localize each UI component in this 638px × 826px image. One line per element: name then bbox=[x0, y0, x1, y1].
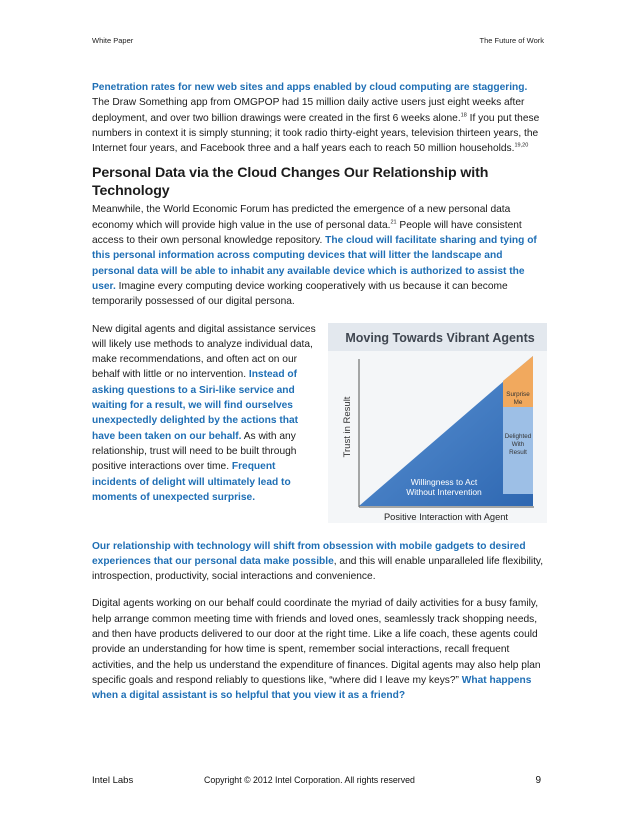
surprise-label-line1: Surprise bbox=[506, 390, 530, 398]
page-number: 9 bbox=[535, 775, 541, 786]
body-text: , and this will enable unparalleled life flexibility, introspection, productivity, social interactions and convenience. bbox=[92, 555, 544, 583]
willingness-label-line1: Willingness to Act bbox=[410, 476, 478, 487]
vibrant-agents-figure bbox=[328, 323, 547, 523]
paragraph-personal-data bbox=[92, 202, 547, 309]
footnote-ref: 18 bbox=[460, 112, 467, 119]
figure-title: Moving Towards Vibrant Agents bbox=[345, 330, 535, 345]
body-text: If you put these numbers in context it is simply stunning; it took radio thirty-eight years, television thirteen years, the Internet four years, and Facebook three and a half years each to reach 50 million households. bbox=[92, 112, 540, 155]
highlight-text: Frequent incidents of delight will ultimately lead to moments of unexpected surprise. bbox=[92, 461, 291, 503]
highlight-text: The cloud will facilitate sharing and tying of this personal information across computing devices that will litter the landscape and personal data will be able to inhabit any available device which is authorized to assist the user. bbox=[92, 235, 537, 292]
footer-copyright: Copyright © 2012 Intel Corporation. All rights reserved bbox=[204, 775, 415, 785]
body-text: Imagine every computing device working cooperatively with us because it can become temporarily possessed of our digital persona. bbox=[92, 280, 508, 308]
page-body bbox=[92, 80, 547, 704]
delighted-label-line2: With bbox=[511, 440, 525, 448]
paragraph-agents-behalf bbox=[92, 596, 547, 703]
highlight-text: Our relationship with technology will shift from obsession with mobile gadgets to desired experiences that our personal data make possible bbox=[92, 540, 526, 567]
footnote-ref: 19,20 bbox=[514, 142, 529, 149]
footnote-ref: 21 bbox=[390, 219, 397, 226]
body-text: New digital agents and digital assistance services will likely use methods to analyze individual data, make recommendations, and often act on our behalf with little or no intervention. bbox=[92, 323, 316, 381]
paragraph-penetration bbox=[92, 80, 547, 156]
body-text: Digital agents working on our behalf could coordinate the myriad of daily activities for a busy family, help arrange common meeting time with friends and loved ones, seamlessly track shopping needs, and then have products delivered to our door at the right time. Like a life coach, these agents could provide an understanding for how time is spent, remember social interactions, recall frequent activities, and the help us understand the expenditure of finances. Digital agents may also help plan specific goals and respond reliably to questions like, “where did I leave my keys?” bbox=[92, 598, 541, 686]
delighted-label-line3: Result bbox=[509, 448, 527, 456]
paragraph-relationship bbox=[92, 539, 547, 585]
willingness-label-line2: Without Intervention bbox=[406, 486, 482, 497]
delighted-label-line1: Delighted bbox=[504, 432, 532, 440]
body-text: Meanwhile, the World Economic Forum has predicted the emergence of a new personal data economy which will provide high value in the use of personal data. bbox=[92, 204, 511, 231]
section-heading: Personal Data via the Cloud Changes Our Relationship with Technology bbox=[92, 165, 489, 200]
header-right: The Future of Work bbox=[479, 36, 544, 45]
highlight-text: What happens when a digital assistant is so helpful that you view it as a friend? bbox=[92, 674, 532, 702]
figure-x-axis-label: Positive Interaction with Agent bbox=[383, 511, 509, 522]
body-text: As with any relationship, trust will need to be built through positive interactions over time. bbox=[92, 430, 297, 473]
highlight-text: Instead of asking questions to a Siri-like service and waiting for a result, we will find ourselves unexpectedly delighted by the actions that have been taken on our behalf. bbox=[92, 369, 299, 442]
vibrant-agents-diagram bbox=[328, 323, 547, 523]
header-left: White Paper bbox=[92, 36, 134, 45]
body-text: People will have consistent access to their own personal knowledge repository. bbox=[92, 219, 522, 247]
body-text: The Draw Something app from OMGPOP had 15 million daily active users just eight weeks after deployment, and over two billion drawings were created in the first 6 weeks alone. bbox=[92, 97, 525, 124]
footer-left: Intel Labs bbox=[92, 775, 134, 786]
surprise-label-line2: Me bbox=[513, 398, 523, 406]
highlight-text: Penetration rates for new web sites and apps enabled by cloud computing are staggering. bbox=[92, 82, 528, 93]
figure-y-axis-label: Trust in Result bbox=[342, 396, 353, 458]
